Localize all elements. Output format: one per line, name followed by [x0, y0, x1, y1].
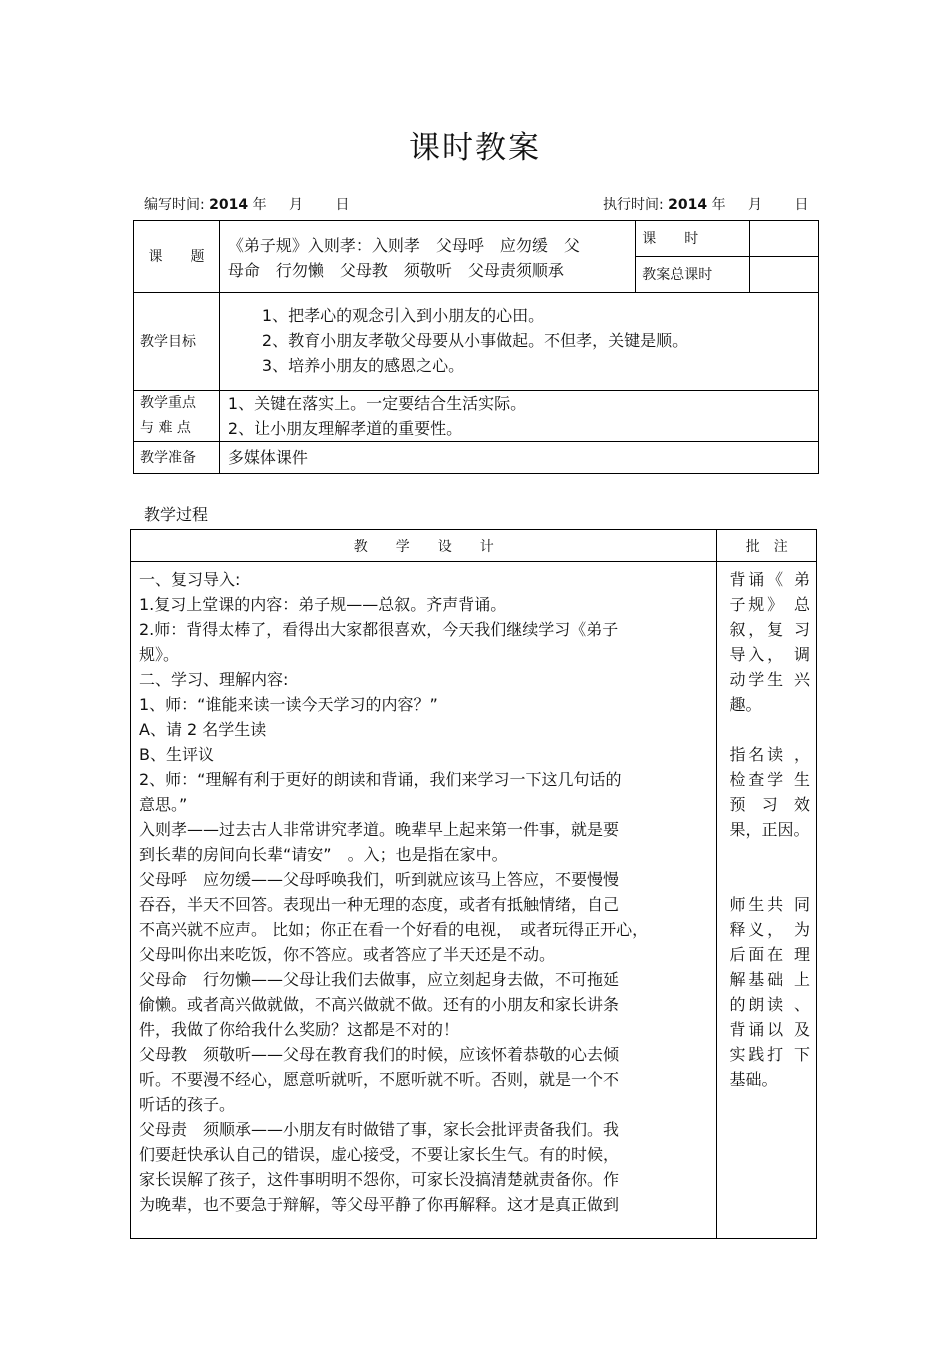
goal-content: [219, 293, 818, 391]
exec-time: [603, 194, 809, 214]
prep-content: 多媒体课件: [219, 442, 818, 474]
exec-time-label: 执行时间:: [603, 197, 664, 213]
goal-item: 1、把孝心的观念引入到小朋友的心田。: [261, 306, 545, 325]
note-header: 批 注: [717, 530, 817, 562]
key-item: 2、让小朋友理解孝道的重要性。: [227, 419, 463, 438]
design-line: 到长辈的房间向长辈“请安” 。入；也是指在家中。: [139, 845, 508, 864]
goal-item: 2、教育小朋友孝敬父母要从小事做起。不但孝，关键是顺。: [261, 331, 689, 350]
note-line: 导入， 调: [729, 645, 810, 664]
design-header: 教 学 设 计: [131, 530, 717, 562]
key-points-content: [219, 391, 818, 442]
design-line: 一、复习导入:: [139, 570, 241, 589]
key-label-1: 教学重点: [140, 395, 196, 411]
lesson-info-table: [133, 220, 819, 474]
design-line: 听话的孩子。: [139, 1095, 236, 1114]
goal-item: 3、培养小朋友的感恩之心。: [261, 356, 465, 375]
period-label: 课 时: [636, 221, 750, 257]
total-period-value: [750, 257, 819, 293]
note-content: [717, 562, 817, 1239]
design-line: 2、师：“理解有利于更好的朗读和背诵，我们来学习一下这几句话的: [139, 770, 622, 789]
note-line: 后面在 理: [729, 945, 810, 964]
key-points-label: [134, 391, 220, 442]
design-line: 父母命 行勿懒——父母让我们去做事，应立刻起身去做，不可拖延: [139, 970, 620, 989]
note-line: 检查学 生: [729, 770, 810, 789]
note-line: 指名读 ，: [729, 745, 810, 764]
note-line: 趣。: [729, 695, 762, 714]
design-content: [131, 562, 717, 1239]
note-line: 解基础 上: [729, 970, 810, 989]
topic-line-2: 母命 行勿懒 父母教 须敬听 父母责须顺承: [227, 260, 564, 280]
design-line: A、请 2 名学生读: [139, 720, 267, 739]
process-table: [130, 529, 817, 1239]
goal-label: 教学目标: [134, 293, 220, 391]
topic-label: 课 题: [134, 221, 220, 293]
design-line: 为晚辈，也不要急于辩解，等父母平静了你再解释。这才是真正做到: [139, 1195, 620, 1214]
note-line: 子规》 总: [729, 595, 810, 614]
exec-year: 2014: [668, 197, 708, 213]
note-spacer: [729, 842, 810, 867]
note-line: 的朗读 、: [729, 995, 810, 1014]
design-line: 们要赶快承认自己的错误，虚心接受，不要让家长生气。有的时候，: [139, 1145, 620, 1164]
note-line: 动学生 兴: [729, 670, 810, 689]
design-line: 2.师：背得太棒了，看得出大家都很喜欢，今天我们继续学习《弟子: [139, 620, 619, 639]
design-line: 1.复习上堂课的内容：弟子规——总叙。齐声背诵。: [139, 595, 507, 614]
prep-label: 教学准备: [134, 442, 220, 474]
write-day-unit: 日: [335, 197, 350, 213]
note-line: 背诵《 弟: [729, 570, 810, 589]
note-line: 实践打 下: [729, 1045, 810, 1064]
exec-day-unit: 日: [794, 197, 809, 213]
design-line: 父母呼 应勿缓——父母呼唤我们，听到就应该马上答应，不要慢慢: [139, 870, 620, 889]
design-line: 件，我做了你给我什么奖励？这都是不对的！: [139, 1020, 460, 1039]
note-line: 基础。: [729, 1070, 778, 1089]
exec-month-unit: 月: [748, 197, 763, 213]
write-time: [144, 194, 350, 214]
write-month-unit: 月: [289, 197, 304, 213]
note-spacer: [729, 717, 810, 742]
total-period-label: 教案总课时: [636, 257, 750, 293]
write-year: 2014: [209, 197, 249, 213]
design-line: 意思。”: [139, 795, 188, 814]
write-year-unit: 年: [252, 197, 267, 213]
design-line: 听。不要漫不经心，愿意听就听，不愿听就不听。否则，就是一个不: [139, 1070, 620, 1089]
design-line: 不高兴就不应声。 比如；你正在看一个好看的电视， 或者玩得正开心，: [139, 920, 649, 939]
design-line: 父母责 须顺承——小朋友有时做错了事，家长会批评责备我们。我: [139, 1120, 620, 1139]
design-line: 1、师：“谁能来读一读今天学习的内容？”: [139, 695, 438, 714]
design-line: 父母叫你出来吃饭，你不答应。或者答应了半天还是不动。: [139, 945, 556, 964]
write-time-label: 编写时间:: [144, 197, 205, 213]
key-item: 1、关键在落实上。一定要结合生活实际。: [227, 394, 527, 413]
note-line: 背诵以 及: [729, 1020, 810, 1039]
design-line: 父母教 须敬听——父母在教育我们的时候，应该怀着恭敬的心去倾: [139, 1045, 620, 1064]
note-line: 师生共 同: [729, 895, 810, 914]
note-spacer: [729, 867, 810, 892]
design-line: 吞吞，半天不回答。表现出一种无理的态度，或者有抵触情绪，自己: [139, 895, 620, 914]
design-line: 偷懒。或者高兴做就做，不高兴做就不做。还有的小朋友和家长讲条: [139, 995, 620, 1014]
note-line: 预 习 效: [729, 795, 810, 814]
topic-line-1: 《弟子规》入则孝：入则孝 父母呼 应勿缓 父: [227, 235, 580, 255]
process-label: 教学过程: [144, 505, 209, 524]
page-title: 课时教案: [409, 130, 541, 166]
note-line: 释义， 为: [729, 920, 810, 939]
design-line: 入则孝——过去古人非常讲究孝道。晚辈早上起来第一件事，就是要: [139, 820, 620, 839]
key-label-2: 与 难 点: [140, 420, 191, 436]
design-line: 规》。: [139, 645, 180, 664]
exec-year-unit: 年: [711, 197, 726, 213]
topic-content: [219, 221, 635, 293]
design-line: 二、学习、理解内容:: [139, 670, 289, 689]
period-value: [750, 221, 819, 257]
note-line: 叙，复 习: [729, 620, 810, 639]
design-line: 家长误解了孩子，这件事明明不怨你，可家长没搞清楚就责备你。作: [139, 1170, 620, 1189]
design-line: B、生评议: [139, 745, 214, 764]
note-line: 果，正因。: [729, 820, 810, 839]
